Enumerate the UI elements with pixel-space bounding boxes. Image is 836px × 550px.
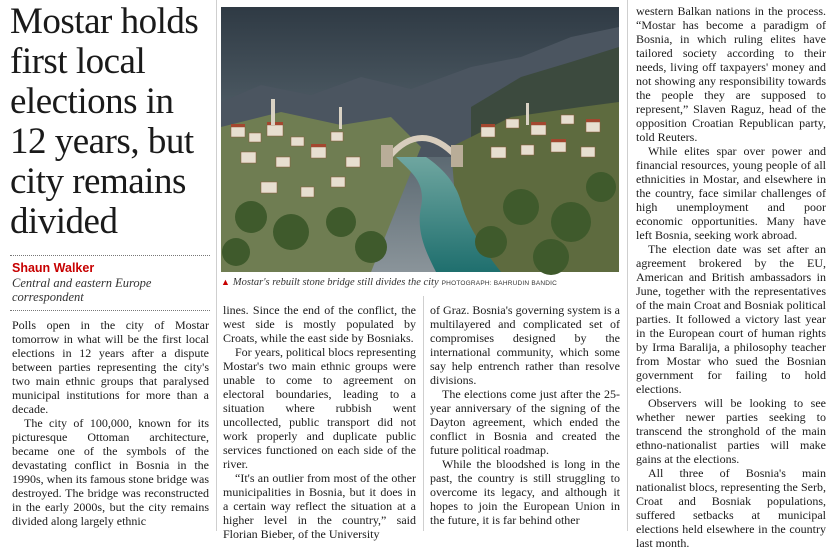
caption-text: Mostar's rebuilt stone bridge still divides the city (232, 277, 439, 288)
paragraph: Polls open in the city of Mostar tomorrow in what will be the first local elections in 12 years after a dispute between parties representing the city's two main ethnic groups that paralysed municipal institutions for more than a decade. (12, 318, 209, 416)
paragraph: of Graz. Bosnia's governing system is a multilayered and complicated set of compromises designed by the international community, which some say help entrench rather than resolve divisions. (430, 303, 620, 387)
photo-caption (221, 276, 621, 290)
byline-divider-bottom (10, 310, 210, 311)
paragraph: The city of 100,000, known for its picturesque Ottoman architecture, became one of the symbols of the devastating conflict in Bosnia in the 1990s, when its famous stone bridge was destroyed. The bridge was reconstructed in the early 2000s, but the city remains divided along largely ethnic (12, 416, 209, 528)
article-column-4 (636, 4, 826, 550)
byline-divider-top (10, 255, 210, 256)
article-column-2 (223, 303, 416, 541)
article-photo (221, 7, 619, 272)
triangle-icon: ▲ (221, 277, 230, 287)
paragraph: The elections come just after the 25-year anniversary of the signing of the Dayton agreement, which ended the conflict in Bosnia and created the future political roadmap. (430, 387, 620, 457)
column-rule (423, 296, 424, 531)
byline-role: Central and eastern Europe correspondent (12, 276, 152, 304)
paragraph: Observers will be looking to see whether newer parties seeking to transcend the stronghold of the main ethno-nationalist parties will make gains at the elections. (636, 396, 826, 466)
paragraph: While the bloodshed is long in the past, the country is still struggling to overcome its legacy, and although it hopes to join the European Union in the future, it is far behind other (430, 457, 620, 527)
photo-credit: PHOTOGRAPH: BAHRUDIN BANDIC (441, 280, 558, 287)
paragraph: The election date was set after an agreement brokered by the EU, American and British ambassadors in June, together with the representatives of the main Croat and Bosniak political parties. It followed a victory last year in the European court of human rights by Irma Baralija, a philosophy teacher from Mostar who sued the Bosnian government for failing to hold elections. (636, 242, 826, 396)
paragraph: lines. Since the end of the conflict, the west side is mostly populated by Croats, while the east side by Bosniaks. (223, 303, 416, 345)
column-rule (627, 0, 628, 531)
paragraph: For years, political blocs representing Mostar's two main ethnic groups were unable to come to agreement on electoral boundaries, leading to a situation where rubbish went uncollected, public transport did not work properly and duplicate public services functioned on each side of the river. (223, 345, 416, 471)
paragraph: western Balkan nations in the process. “Mostar has become a paradigm of Bosnia, in which ruling elites have tailored society according to their needs, living off taxpayers' money and not showing any responsibility towards the people they are supposed to represent,” Slaven Raguz, head of the opposition Croatian Republican party, told Reuters. (636, 4, 826, 144)
column-rule (216, 0, 217, 531)
paragraph: While elites spar over power and financial resources, young people of all ethnicities in Mostar, and elsewhere in the country, face similar challenges of high unemployment and poor economic opportunities. Many have left Bosnia, seeking work abroad. (636, 144, 826, 242)
headline: Mostar holds first local elections in 12 years, but city remains divided (10, 1, 199, 242)
article-column-3 (430, 303, 620, 527)
mostar-bridge-image (221, 7, 619, 272)
paragraph: “It's an outlier from most of the other municipalities in Bosnia, but it does in a certain way reflect the situation at a higher level in the country,” said Florian Bieber, of the University (223, 471, 416, 541)
paragraph: All three of Bosnia's main nationalist blocs, representing the Serb, Croat and Bosniak populations, suffered setbacks at municipal elections held elsewhere in the country last month. (636, 466, 826, 550)
article-column-1 (12, 318, 209, 528)
byline-author[interactable]: Shaun Walker (12, 261, 95, 275)
